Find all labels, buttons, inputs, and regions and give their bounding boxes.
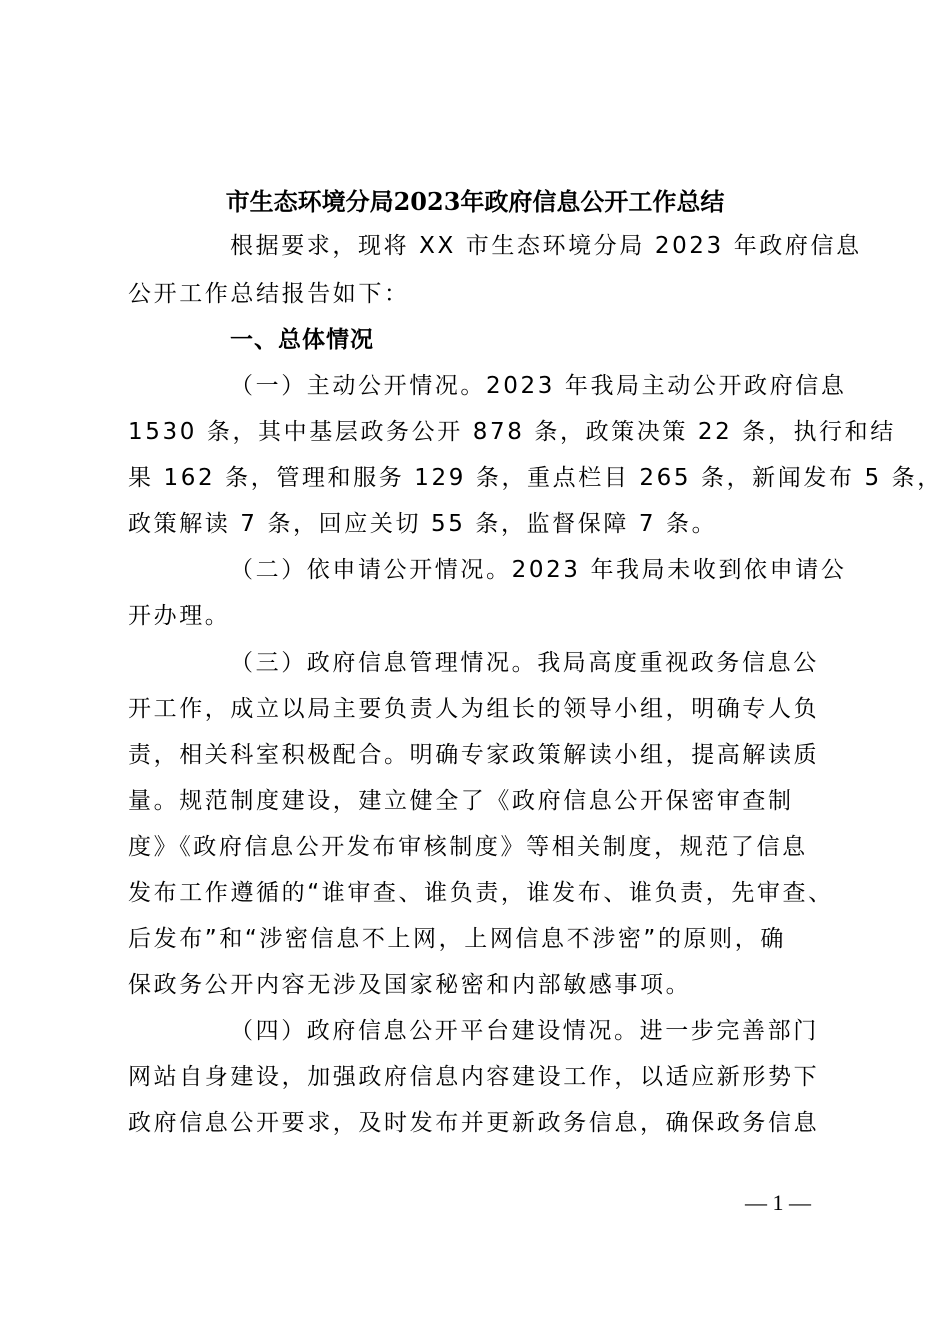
sub3-line-1: （三）政府信息管理情况。我局高度重视政务信息公: [230, 650, 819, 676]
sub2-line-2: 开办理。: [128, 603, 231, 629]
sub4-line-1: （四）政府信息公开平台建设情况。进一步完善部门: [230, 1018, 819, 1044]
sub3-line-7: 后发布”和“涉密信息不上网，上网信息不涉密”的原则，确: [128, 926, 786, 952]
section-heading-overall: 一、总体情况: [230, 327, 374, 353]
sub1-line-4: 政策解读 7 条，回应关切 55 条，监督保障 7 条。: [128, 511, 718, 537]
sub4-line-2: 网站自身建设，加强政府信息内容建设工作，以适应新形势下: [128, 1064, 820, 1090]
sub1-line-2: 1530 条，其中基层政务公开 878 条，政策决策 22 条，执行和结: [128, 419, 896, 445]
intro-line-1: 根据要求，现将 XX 市生态环境分局 2023 年政府信息: [230, 233, 862, 259]
sub3-line-8: 保政务公开内容无涉及国家秘密和内部敏感事项。: [128, 972, 692, 998]
document-title: 市生态环境分局2023年政府信息公开工作总结: [225, 187, 725, 216]
sub3-line-5: 度》《政府信息公开发布审核制度》等相关制度，规范了信息: [128, 834, 808, 860]
intro-line-2: 公开工作总结报告如下：: [128, 281, 410, 307]
sub3-line-2: 开工作，成立以局主要负责人为组长的领导小组，明确专人负: [128, 696, 820, 722]
sub2-line-1: （二）依申请公开情况。2023 年我局未收到依申请公: [230, 557, 847, 583]
sub4-line-3: 政府信息公开要求，及时发布并更新政务信息，确保政务信息: [128, 1110, 820, 1136]
sub3-line-6: 发布工作遵循的“谁审查、谁负责，谁发布、谁负责，先审查、: [128, 880, 834, 906]
sub1-line-3: 果 162 条，管理和服务 129 条，重点栏目 265 条，新闻发布 5 条，: [128, 465, 943, 491]
sub3-line-4: 量。规范制度建设，建立健全了《政府信息公开保密审查制: [128, 788, 794, 814]
page-number: — 1 —: [745, 1190, 811, 1215]
sub1-line-1: （一）主动公开情况。2023 年我局主动公开政府信息: [230, 373, 847, 399]
sub3-line-3: 责，相关科室积极配合。明确专家政策解读小组，提高解读质: [128, 742, 820, 768]
